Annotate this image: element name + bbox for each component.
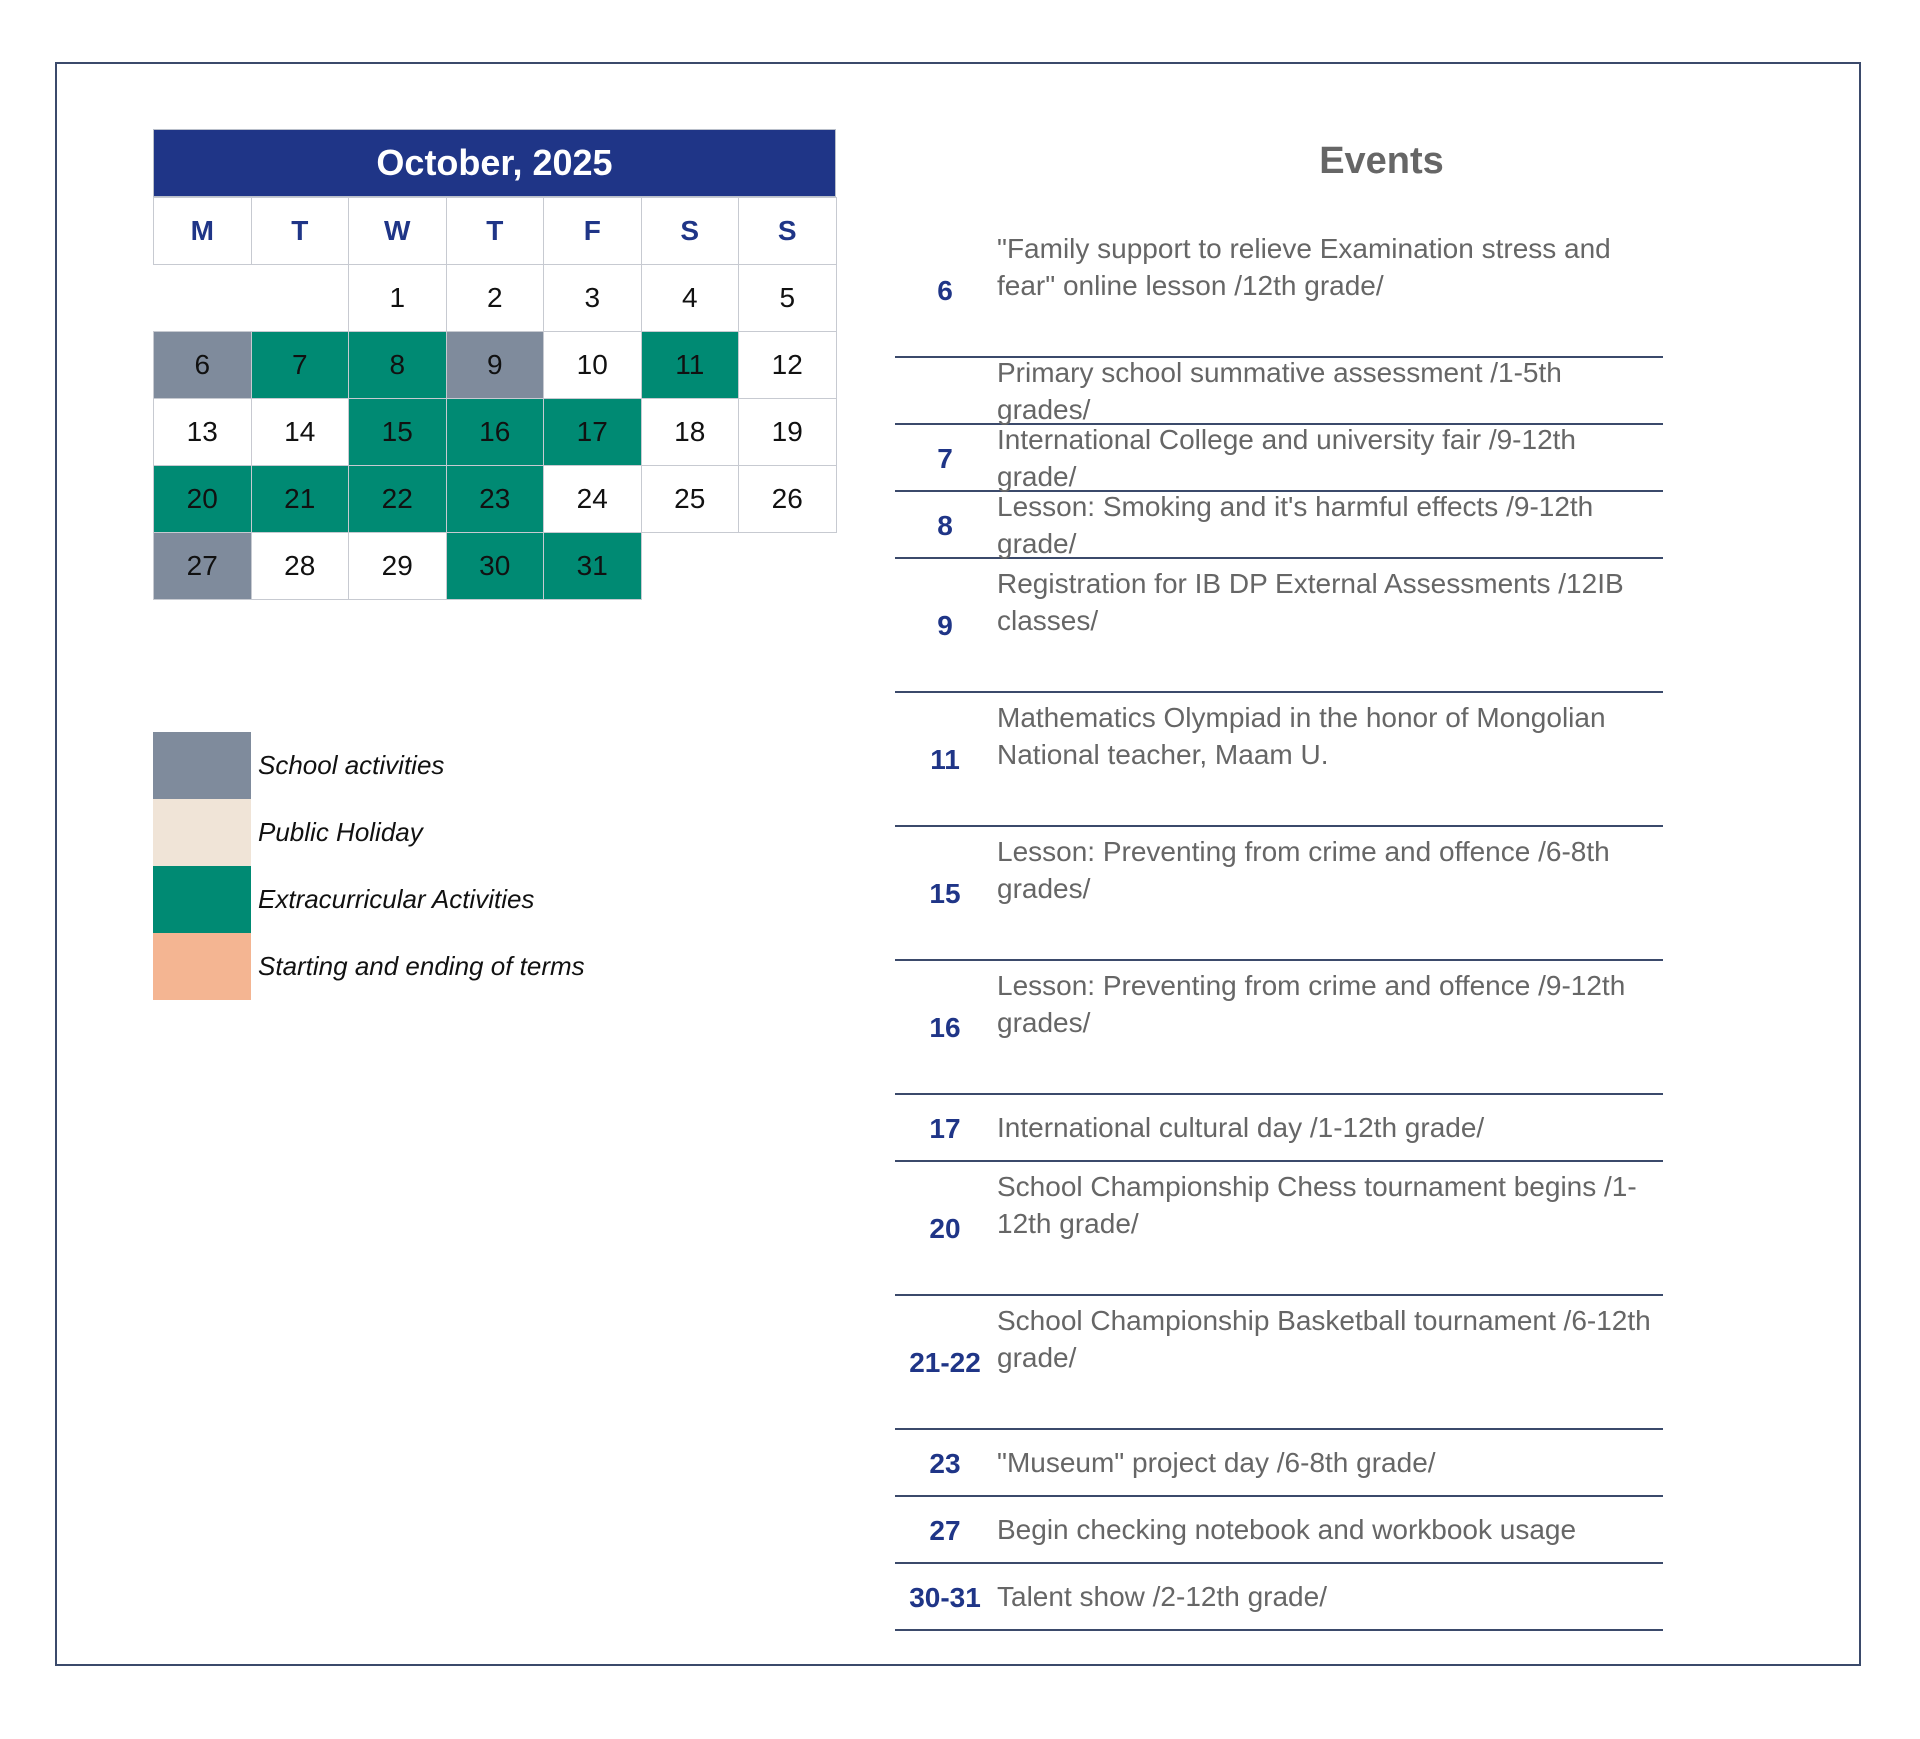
event-date: 30-31	[909, 1581, 981, 1613]
calendar-day: 31	[543, 532, 642, 600]
calendar-day: 28	[251, 532, 350, 600]
event-date: 20	[929, 1213, 961, 1244]
calendar-day: 30	[446, 532, 545, 600]
calendar-day: 11	[641, 331, 740, 399]
event-description	[895, 1430, 1663, 1497]
calendar-day: 14	[251, 398, 350, 466]
calendar-day: 6	[153, 331, 252, 399]
legend-swatch	[153, 732, 251, 799]
weekday-header: F	[543, 197, 642, 265]
weekday-header: M	[153, 197, 252, 265]
event-row	[895, 1564, 1763, 1631]
legend-label: School activities	[258, 750, 445, 780]
calendar-day: 22	[348, 465, 447, 533]
legend-label: Extracurricular Activities	[258, 884, 535, 914]
calendar-grid	[153, 197, 836, 599]
legend-swatch	[153, 799, 251, 866]
event-row	[895, 1430, 1763, 1497]
event-text: Lesson: Smoking and it's harmful effects /9-12th grade/	[997, 490, 1594, 559]
legend-label: Public Holiday	[258, 817, 423, 847]
event-text: "Museum" project day /6-8th grade/	[997, 1447, 1436, 1478]
weekday-header: S	[738, 197, 837, 265]
event-text: Mathematics Olympiad in the honor of Mongolian National teacher, Maam U.	[997, 702, 1606, 770]
event-row	[895, 224, 1763, 358]
calendar-day: 27	[153, 532, 252, 600]
legend-item	[153, 799, 585, 866]
calendar-month-title: October, 2025	[153, 129, 836, 197]
event-row	[895, 693, 1763, 827]
calendar-day: 9	[446, 331, 545, 399]
event-row	[895, 1162, 1763, 1296]
calendar-day: 24	[543, 465, 642, 533]
calendar-day: 23	[446, 465, 545, 533]
calendar-day: 10	[543, 331, 642, 399]
calendar-day: 29	[348, 532, 447, 600]
calendar-day: 1	[348, 264, 447, 332]
event-date: 27	[929, 1514, 961, 1546]
event-text: Primary school summative assessment /1-5th grades/	[997, 356, 1562, 425]
event-text: Registration for IB DP External Assessments /12IB classes/	[997, 568, 1624, 636]
event-date: 23	[929, 1447, 961, 1479]
event-date: 8	[937, 509, 953, 541]
calendar-day: 18	[641, 398, 740, 466]
events-title: Events	[1319, 140, 1444, 182]
event-description	[895, 224, 1663, 358]
event-text: Lesson: Preventing from crime and offence /6-8th grades/	[997, 836, 1610, 904]
event-row	[895, 1296, 1763, 1430]
event-row	[895, 961, 1763, 1095]
event-description	[895, 358, 1663, 425]
event-date: 17	[929, 1112, 961, 1144]
calendar-day: 12	[738, 331, 837, 399]
event-date: 16	[929, 1012, 961, 1043]
event-text: Begin checking notebook and workbook usage	[997, 1514, 1577, 1545]
calendar-empty-cell	[251, 264, 350, 332]
legend-swatch	[153, 933, 251, 1000]
legend-item	[153, 933, 585, 1000]
calendar-day: 26	[738, 465, 837, 533]
event-description	[895, 559, 1663, 693]
event-date: 11	[930, 744, 960, 775]
event-row	[895, 827, 1763, 961]
calendar-day: 3	[543, 264, 642, 332]
calendar-day: 16	[446, 398, 545, 466]
event-description	[895, 961, 1663, 1095]
events-list	[895, 224, 1763, 1631]
legend-label: Starting and ending of terms	[258, 951, 585, 981]
event-date: 6	[937, 275, 953, 306]
calendar-day: 17	[543, 398, 642, 466]
event-text: International cultural day /1-12th grade/	[997, 1112, 1485, 1143]
event-text: School Championship Basketball tournament /6-12th grade/	[997, 1305, 1651, 1373]
event-text: "Family support to relieve Examination stress and fear" online lesson /12th grade/	[997, 233, 1611, 301]
event-description	[895, 827, 1663, 961]
event-row	[895, 425, 1763, 492]
event-text: International College and university fair /9-12th grade/	[997, 423, 1577, 492]
calendar-day: 5	[738, 264, 837, 332]
event-description	[895, 1564, 1663, 1631]
calendar-day: 21	[251, 465, 350, 533]
event-date: 21-22	[909, 1347, 981, 1378]
event-row	[895, 559, 1763, 693]
weekday-header: W	[348, 197, 447, 265]
legend	[153, 732, 585, 1000]
weekday-header: T	[446, 197, 545, 265]
event-description	[895, 1497, 1663, 1564]
legend-swatch	[153, 866, 251, 933]
event-description	[895, 1296, 1663, 1430]
calendar-day: 13	[153, 398, 252, 466]
event-text: Talent show /2-12th grade/	[997, 1581, 1327, 1612]
event-text: School Championship Chess tournament begins /1-12th grade/	[997, 1171, 1637, 1239]
calendar-day: 25	[641, 465, 740, 533]
calendar-day: 8	[348, 331, 447, 399]
event-description	[895, 492, 1663, 559]
calendar-day: 4	[641, 264, 740, 332]
legend-item	[153, 732, 585, 799]
event-date: 9	[937, 610, 953, 641]
calendar-day: 20	[153, 465, 252, 533]
event-description	[895, 425, 1663, 492]
event-row	[895, 1095, 1763, 1162]
calendar-day: 15	[348, 398, 447, 466]
event-description	[895, 1162, 1663, 1296]
event-description	[895, 693, 1663, 827]
event-date: 15	[929, 878, 961, 909]
event-row	[895, 1497, 1763, 1564]
event-row	[895, 492, 1763, 559]
calendar-empty-cell	[153, 264, 252, 332]
weekday-header: T	[251, 197, 350, 265]
event-date: 7	[937, 442, 953, 474]
event-text: Lesson: Preventing from crime and offence /9-12th grades/	[997, 970, 1626, 1038]
weekday-header: S	[641, 197, 740, 265]
calendar-day: 7	[251, 331, 350, 399]
legend-item	[153, 866, 585, 933]
event-description	[895, 1095, 1663, 1162]
calendar-day: 2	[446, 264, 545, 332]
calendar-day: 19	[738, 398, 837, 466]
event-row	[895, 358, 1763, 425]
